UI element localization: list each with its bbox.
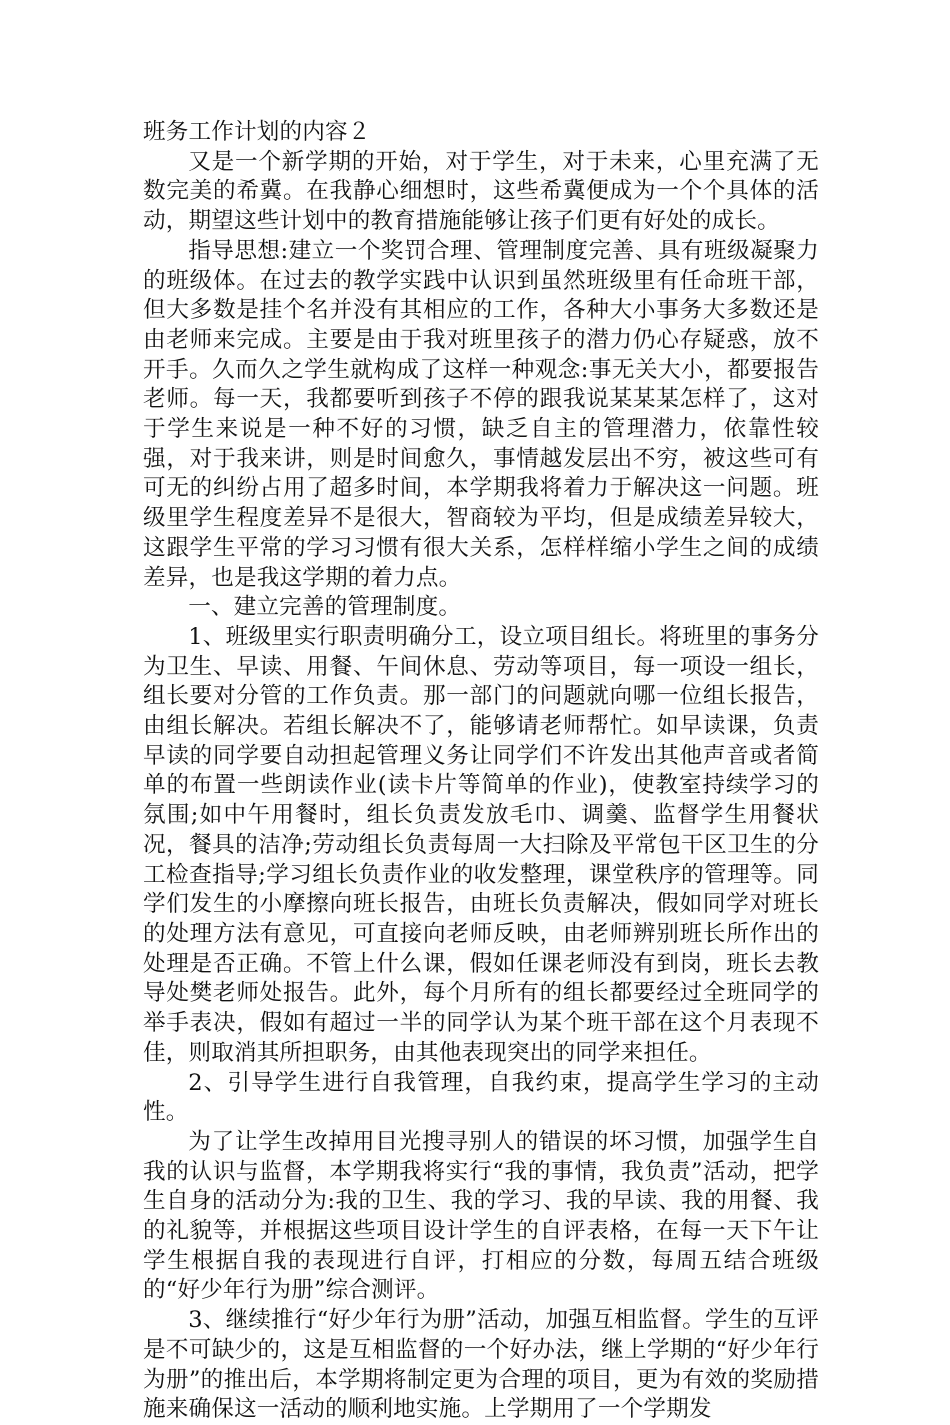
section-heading-1: 一、建立完善的管理制度。 xyxy=(188,594,462,621)
paragraph-item-3: 3、继续推行“好少年行为册”活动，加强互相监督。学生的互评是不可缺少的，这是互相监督的一个好办法，继上学期的“好少年行为册”的推出后，本学期将制定更为合理的项目，更为有效的奖励措施来确保这一活动的顺利地实施。上学期用了一个学期发 xyxy=(143,1307,819,1423)
document-title xyxy=(143,118,819,148)
document-body xyxy=(143,118,819,1425)
paragraph-item-2: 2、引导学生进行自我管理，自我约束，提高学生学习的主动性。 xyxy=(143,1069,819,1126)
paragraph-item-1: 1、班级里实行职责明确分工，设立项目组长。将班里的事务分为卫生、早读、用餐、午间休息、劳动等项目，每一项设一组长，组长要对分管的工作负责。那一部门的问题就向哪一位组长报告，由组长解决。若组长解决不了，能够请老师帮忙。如早读课，负责早读的同学要自动担起管理义务让同学们不许发出其他声音或者简单的布置一些朗读作业(读卡片等简单的作业)，使教室持续学习的氛围;如中午用餐时，组长负责发放毛巾、调羹、监督学生用餐状况，餐具的洁净;劳动组长负责每周一大扫除及平常包干区卫生的分工检查指导;学习组长负责作业的收发整理，课堂秩序的管理等。同学们发生的小摩擦向班长报告，由班长负责解决，假如同学对班长的处理方法有意见，可直接向老师反映，由老师辨别班长所作出的处理是否正确。不管上什么课，假如任课老师没有到岗，班长去教导处樊老师处报告。此外，每个月所有的组长都要经过全班同学的举手表决，假如有超过一半的同学认为某个班干部在这个月表现不佳，则取消其所担职务，由其他表现突出的同学来担任。 xyxy=(143,623,819,1066)
paragraph-guiding-idea: 指导思想:建立一个奖罚合理、管理制度完善、具有班级凝聚力的班级体。在过去的教学实践中认识到虽然班级里有任命班干部，但大多数是挂个名并没有其相应的工作，各种大小事务大多数还是由老师来完成。主要是由于我对班里孩子的潜力仍心存疑惑，放不开手。久而久之学生就构成了这样一种观念:事无关大小，都要报告老师。每一天，我都要听到孩子不停的跟我说某某某怎样了，这对于学生来说是一种不好的习惯，缺乏自主的管理潜力，依靠性较强，对于我来讲，则是时间愈久，事情越发层出不穷，被这些可有可无的纠纷占用了超多时间，本学期我将着力于解决这一问题。班级里学生程度差异不是很大，智商较为平均，但是成绩差异较大，这跟学生平常的学习习惯有很大关系，怎样样缩小学生之间的成绩差异，也是我这学期的着力点。 xyxy=(143,237,819,591)
title-text: 班务工作计划的内容２ xyxy=(143,119,371,145)
paragraph-self-evaluation: 为了让学生改掉用目光搜寻别人的错误的坏习惯，加强学生自我的认识与监督，本学期我将实行“我的事情，我负责”活动，把学生自身的活动分为:我的卫生、我的学习、我的早读、我的用餐、我的礼貌等，并根据这些项目设计学生的自评表格，在每一天下午让学生根据自我的表现进行自评，打相应的分数，每周五结合班级的“好少年行为册”综合测评。 xyxy=(143,1128,819,1304)
paragraph-intro: 又是一个新学期的开始，对于学生，对于未来，心里充满了无数完美的希冀。在我静心细想时，这些希冀便成为一个个具体的活动，期望这些计划中的教育措施能够让孩子们更有好处的成长。 xyxy=(143,148,819,235)
